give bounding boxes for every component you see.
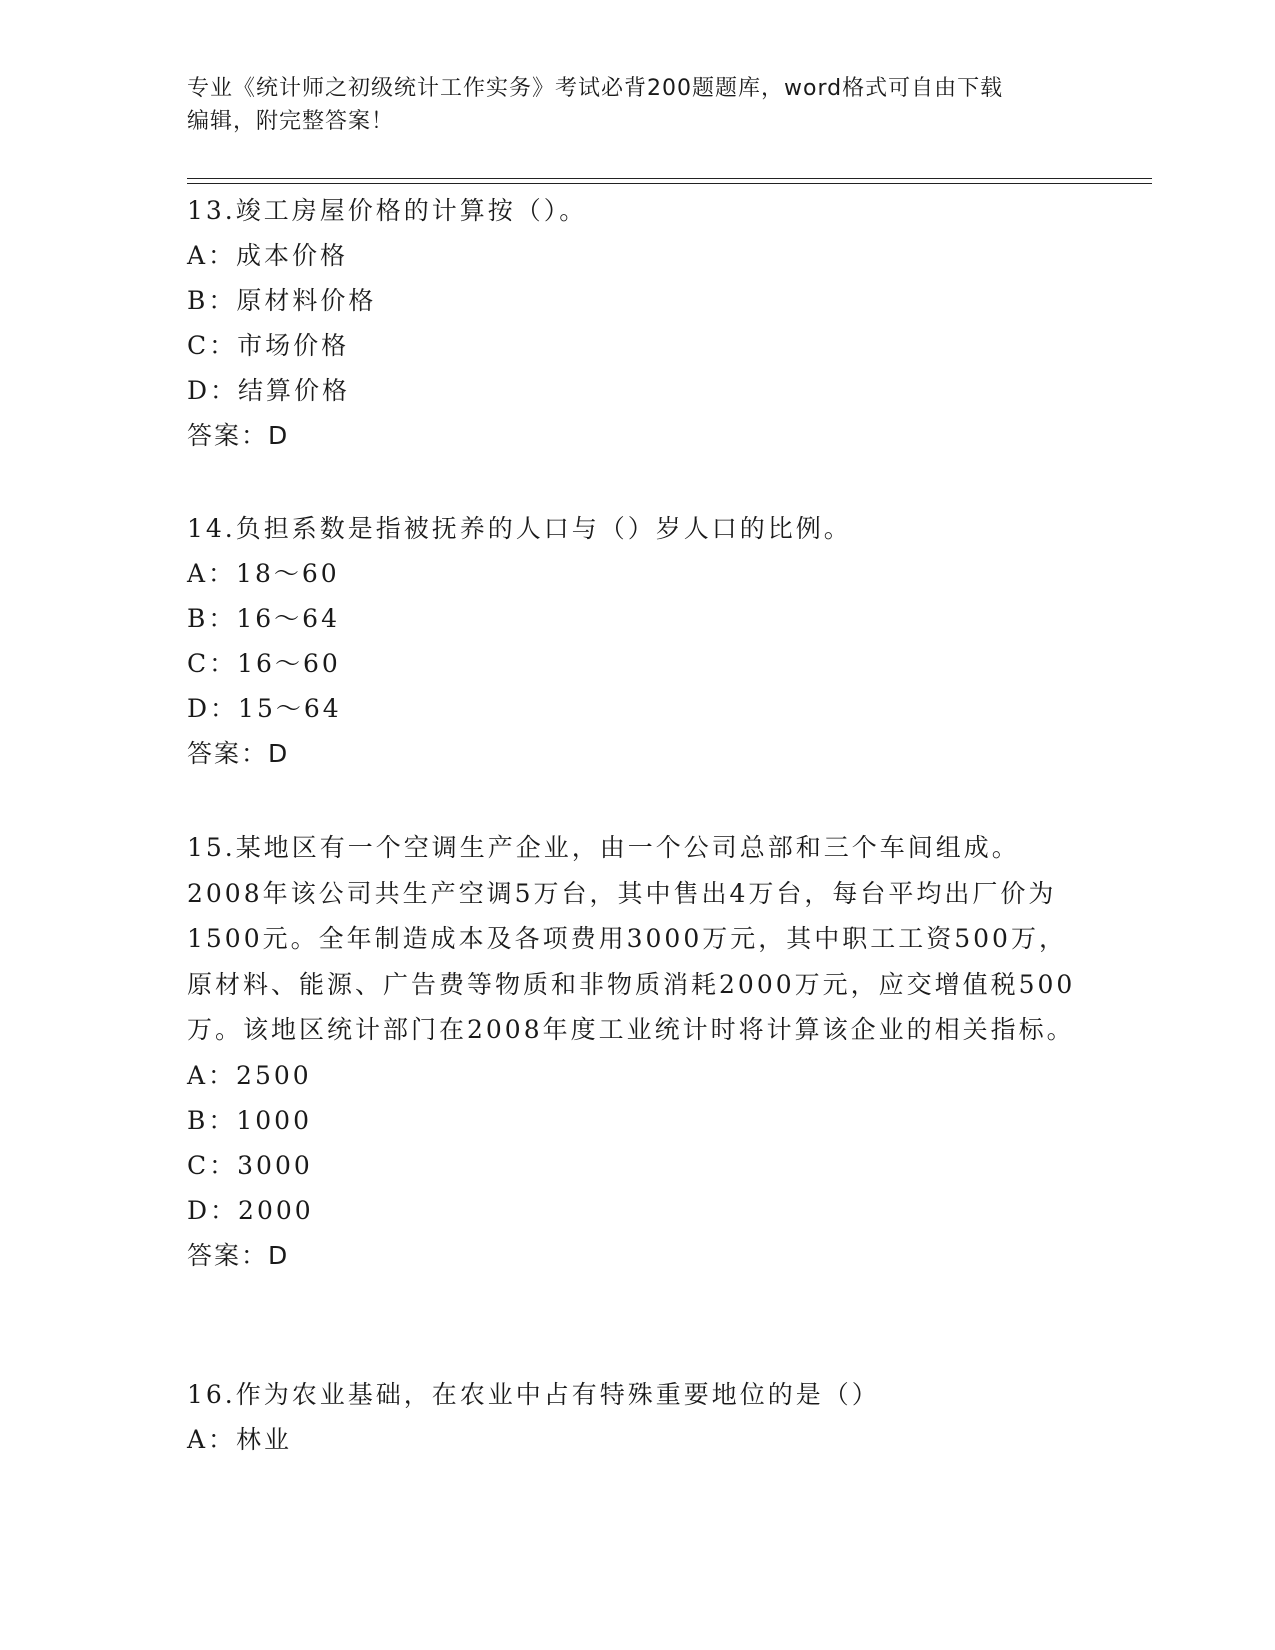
- answer-line: 答案：D: [187, 1240, 290, 1270]
- option-d: D：结算价格: [187, 376, 351, 405]
- option-d: D：2000: [187, 1195, 314, 1225]
- question-14: [187, 506, 1087, 776]
- question-16: [187, 1372, 1087, 1462]
- answer-line: 答案：D: [187, 739, 290, 768]
- question-stem: 15.某地区有一个空调生产企业，由一个公司总部和三个车间组成。2008年该公司共生产空调5万台，其中售出4万台，每台平均出厂价为1500元。全年制造成本及各项费用3000万元，其中职工工资500万，原材料、能源、广告费等物质和非物质消耗2000万元，应交增值税500万。该地区统计部门在2008年度工业统计时将计算该企业的相关指标。: [187, 833, 1076, 1045]
- option-d: D：15～64: [187, 694, 342, 723]
- header-divider-bottom: [187, 183, 1152, 184]
- option-c: C：市场价格: [187, 331, 350, 360]
- answer-line: 答案：D: [187, 421, 290, 450]
- document-header: [187, 72, 1067, 138]
- option-a: A：林业: [187, 1425, 293, 1454]
- option-b: B：1000: [187, 1105, 312, 1135]
- question-stem: 16.作为农业基础，在农业中占有特殊重要地位的是（）: [187, 1380, 880, 1409]
- option-c: C：16～60: [187, 649, 341, 678]
- question-stem: 13.竣工房屋价格的计算按（）。: [187, 196, 588, 225]
- header-divider-top: [187, 178, 1152, 179]
- option-b: B：16～64: [187, 604, 340, 633]
- option-a: A：成本价格: [187, 241, 349, 270]
- header-line-1: 专业《统计师之初级统计工作实务》考试必背200题题库，word格式可自由下载: [187, 76, 1004, 101]
- option-b: B：原材料价格: [187, 286, 377, 315]
- question-15: [187, 825, 1087, 1278]
- question-stem: 14.负担系数是指被抚养的人口与（）岁人口的比例。: [187, 514, 852, 543]
- option-c: C：3000: [187, 1150, 313, 1180]
- question-13: [187, 188, 1087, 458]
- option-a: A：18～60: [187, 559, 340, 588]
- header-line-2: 编辑，附完整答案！: [187, 109, 395, 134]
- option-a: A：2500: [187, 1060, 312, 1090]
